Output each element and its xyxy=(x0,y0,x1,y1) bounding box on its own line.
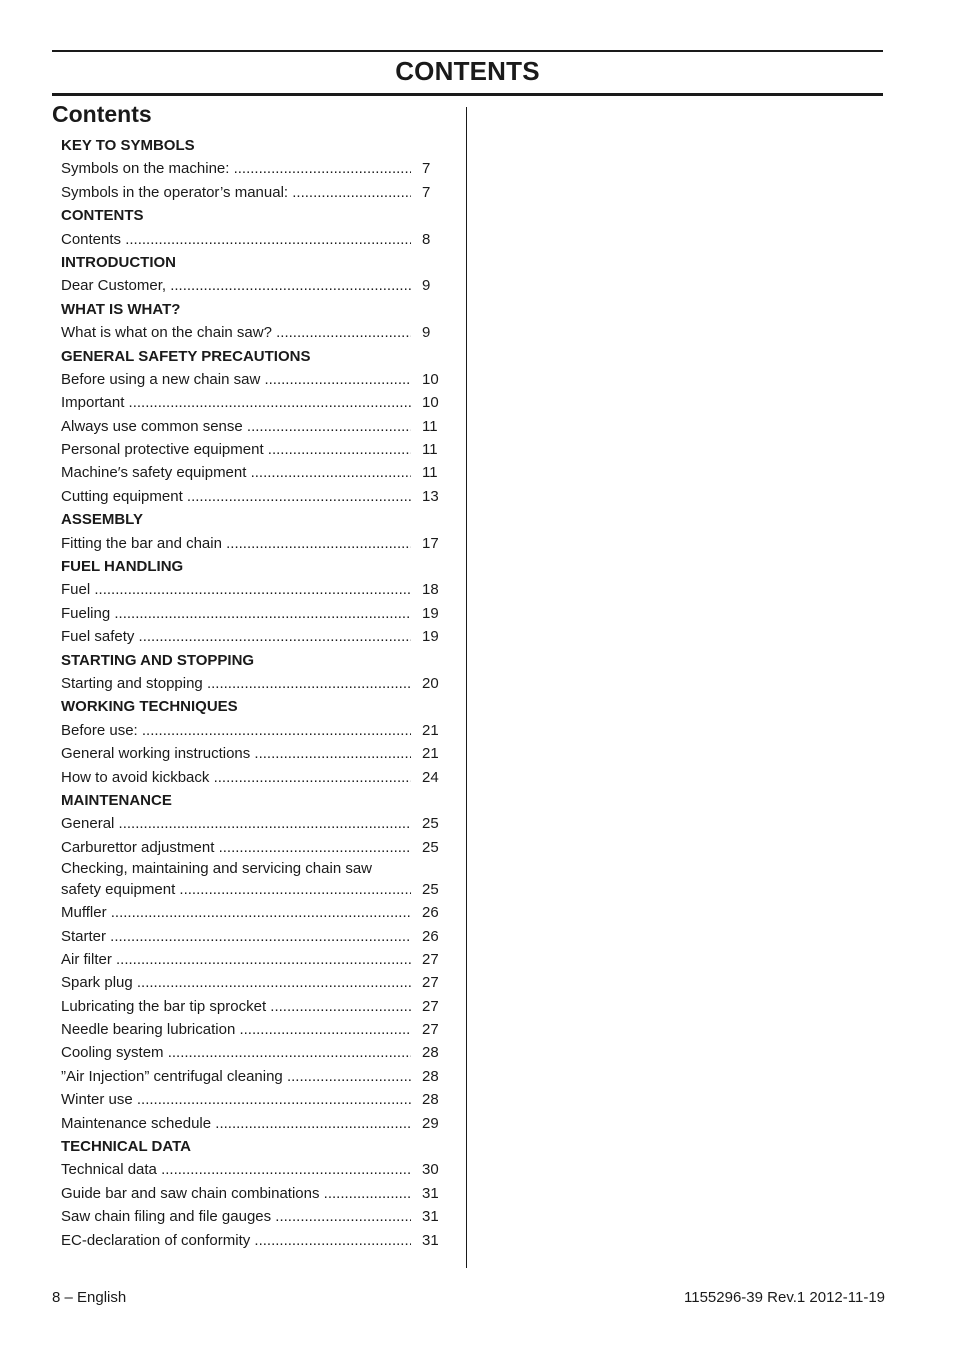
toc-entry[interactable] xyxy=(61,625,446,648)
toc-entry[interactable] xyxy=(61,925,446,948)
toc-entry-label: Machine′s safety equipment ..... xyxy=(61,461,411,484)
toc-entry[interactable] xyxy=(61,321,446,344)
toc-section-heading: INTRODUCTION xyxy=(61,253,176,271)
toc-entry[interactable] xyxy=(61,1112,446,1135)
toc-entry-page-number: 25 xyxy=(422,815,439,833)
toc-entry-label: Technical data ..... xyxy=(61,1158,411,1181)
toc-entry-label: Fueling ..... xyxy=(61,602,411,625)
toc-entry-page-number: 17 xyxy=(422,534,439,552)
toc-entry[interactable] xyxy=(61,1065,446,1088)
toc-entry-label: Dear Customer, ..... xyxy=(61,274,411,297)
toc-entry-label: Symbols on the machine: ..... xyxy=(61,157,411,180)
toc-entry-label: Needle bearing lubrication ..... xyxy=(61,1018,411,1041)
toc-entry[interactable] xyxy=(61,415,446,438)
toc-entry-page-number: 31 xyxy=(422,1208,439,1226)
toc-section-heading: MAINTENANCE xyxy=(61,791,172,809)
toc-entry[interactable] xyxy=(61,1158,446,1181)
toc-entry[interactable] xyxy=(61,578,446,601)
toc-entry-label-continued: safety equipment ..... xyxy=(61,878,411,901)
toc-entry-label: ”Air Injection” centrifugal cleaning ..... xyxy=(61,1065,411,1088)
toc-entry-label: Carburettor adjustment ..... xyxy=(61,836,411,859)
toc-entry[interactable] xyxy=(61,368,446,391)
toc-entry[interactable] xyxy=(61,1018,446,1041)
toc-entry-page-number: 7 xyxy=(422,160,431,178)
toc-entry-page-number: 29 xyxy=(422,1114,439,1132)
toc-entry[interactable] xyxy=(61,602,446,625)
toc-entry-page-number: 28 xyxy=(422,1091,439,1109)
toc-entry[interactable] xyxy=(61,438,446,461)
toc-entry[interactable] xyxy=(61,836,446,859)
toc-entry[interactable] xyxy=(61,391,446,414)
toc-entry[interactable] xyxy=(61,274,446,297)
toc-entry-page-number: 27 xyxy=(422,997,439,1015)
header-rule-bottom xyxy=(52,93,883,96)
toc-entry-page-number: 26 xyxy=(422,927,439,945)
toc-entry[interactable] xyxy=(61,766,446,789)
toc-entry-label: Starting and stopping ..... xyxy=(61,672,411,695)
toc-entry[interactable] xyxy=(61,859,446,901)
toc-entry[interactable] xyxy=(61,901,446,924)
toc-entry-label: Cutting equipment ..... xyxy=(61,485,411,508)
toc-entry-label: Before use: ..... xyxy=(61,719,411,742)
toc-section-heading: KEY TO SYMBOLS xyxy=(61,137,195,154)
toc-entry-label: Personal protective equipment ..... xyxy=(61,438,411,461)
toc-entry-label: Spark plug ..... xyxy=(61,971,411,994)
toc-entry-page-number: 24 xyxy=(422,768,439,786)
toc-section-heading: TECHNICAL DATA xyxy=(61,1138,191,1156)
toc-entry-page-number: 19 xyxy=(422,604,439,622)
toc-section-heading: FUEL HANDLING xyxy=(61,558,184,576)
toc-entry-page-number: 31 xyxy=(422,1184,439,1202)
toc-section-heading: CONTENTS xyxy=(61,207,144,225)
toc-entry[interactable] xyxy=(61,971,446,994)
toc-entry-label: Starter ..... xyxy=(61,925,411,948)
toc-entry[interactable] xyxy=(61,1205,446,1228)
toc-entry-label: Lubricating the bar tip sprocket ..... xyxy=(61,995,411,1018)
toc-entry-label: EC-declaration of conformity ..... xyxy=(61,1229,411,1252)
toc-entry-page-number: 30 xyxy=(422,1161,439,1179)
toc-entry[interactable] xyxy=(61,157,446,180)
toc-section-heading: STARTING AND STOPPING xyxy=(61,651,255,669)
toc-entry-label: Symbols in the operator’s manual: ..... xyxy=(61,181,411,204)
toc-entry[interactable] xyxy=(61,719,446,742)
toc-entry-page-number: 8 xyxy=(422,230,431,248)
toc-section-heading: WORKING TECHNIQUES xyxy=(61,698,238,716)
toc-entry-label: Saw chain filing and file gauges ..... xyxy=(61,1205,411,1228)
header-rule-top xyxy=(52,50,883,52)
toc-entry-label: Important ..... xyxy=(61,391,411,414)
toc-entry-page-number: 11 xyxy=(422,417,438,435)
toc-entry-page-number: 28 xyxy=(422,1044,439,1062)
toc-entry-label: How to avoid kickback ..... xyxy=(61,766,411,789)
toc-entry-page-number: 25 xyxy=(422,838,439,856)
toc-entry[interactable] xyxy=(61,995,446,1018)
toc-entry-page-number: 27 xyxy=(422,1021,439,1039)
section-title: Contents xyxy=(52,101,152,127)
toc-entry-page-number: 20 xyxy=(422,674,439,692)
toc-entry-label: Winter use ..... xyxy=(61,1088,411,1111)
toc-entry-label: Contents ..... xyxy=(61,228,411,251)
toc-entry[interactable] xyxy=(61,485,446,508)
footer-document-revision: 1155296-39 Rev.1 2012-11-19 xyxy=(684,1289,885,1306)
toc-entry-page-number: 21 xyxy=(422,721,439,739)
toc-entry-label: Maintenance schedule ..... xyxy=(61,1112,411,1135)
toc-entry-label: Fuel safety ..... xyxy=(61,625,411,648)
toc-entry-label: Cooling system ..... xyxy=(61,1041,411,1064)
toc-entry-page-number: 11 xyxy=(422,441,438,459)
toc-entry[interactable] xyxy=(61,812,446,835)
toc-entry[interactable] xyxy=(61,532,446,555)
toc-entry-label: General ..... xyxy=(61,812,411,835)
toc-entry-page-number: 31 xyxy=(422,1231,439,1249)
toc-entry-page-number: 13 xyxy=(422,487,439,505)
toc-entry[interactable] xyxy=(61,948,446,971)
footer-page-language: 8 – English xyxy=(52,1289,127,1306)
toc-entry-page-number: 26 xyxy=(422,904,439,922)
toc-entry-label: Fuel ..... xyxy=(61,578,411,601)
column-divider xyxy=(466,107,467,1268)
toc-entry[interactable] xyxy=(61,1088,446,1111)
toc-section-heading: ASSEMBLY xyxy=(61,511,143,529)
toc-entry[interactable] xyxy=(61,1041,446,1064)
toc-entry-page-number: 10 xyxy=(422,394,439,412)
toc-entry-label: Muffler ..... xyxy=(61,901,411,924)
toc-entry-label: Guide bar and saw chain combinations ..... xyxy=(61,1182,411,1205)
toc-entry-label: Air filter ..... xyxy=(61,948,411,971)
toc-entry[interactable] xyxy=(61,181,446,204)
toc-entry-page-number: 10 xyxy=(422,370,439,388)
toc-entry-label: Fitting the bar and chain ..... xyxy=(61,532,411,555)
toc-entry-label: Checking, maintaining and servicing chain saw xyxy=(61,860,373,878)
toc-section-heading: GENERAL SAFETY PRECAUTIONS xyxy=(61,347,311,365)
toc-entry-label: General working instructions ..... xyxy=(61,742,411,765)
toc-entry[interactable] xyxy=(61,1229,446,1252)
toc-entry-page-number: 18 xyxy=(422,581,439,599)
toc-entry-label: Always use common sense ..... xyxy=(61,415,411,438)
toc-entry-page-number: 9 xyxy=(422,324,431,342)
toc-entry-page-number: 7 xyxy=(422,183,431,201)
toc-entry-label: What is what on the chain saw? ..... xyxy=(61,321,411,344)
toc-entry[interactable] xyxy=(61,742,446,765)
toc-entry-page-number: 21 xyxy=(422,745,439,763)
toc-entry-page-number: 27 xyxy=(422,974,439,992)
toc-entry[interactable] xyxy=(61,461,446,484)
toc-entry-label: Before using a new chain saw ..... xyxy=(61,368,411,391)
toc-entry-page-number: 11 xyxy=(422,464,438,482)
toc-entry-page-number: 9 xyxy=(422,277,431,295)
toc-entry[interactable] xyxy=(61,1182,446,1205)
toc-entry-page-number: 19 xyxy=(422,628,439,646)
toc-entry-page-number: 25 xyxy=(422,880,439,898)
page-header-title: CONTENTS xyxy=(395,56,540,86)
table-of-contents xyxy=(61,134,446,1252)
toc-entry-page-number: 28 xyxy=(422,1067,439,1085)
toc-entry-page-number: 27 xyxy=(422,950,439,968)
toc-section-heading: WHAT IS WHAT? xyxy=(61,300,181,318)
toc-entry[interactable] xyxy=(61,672,446,695)
toc-entry[interactable] xyxy=(61,228,446,251)
